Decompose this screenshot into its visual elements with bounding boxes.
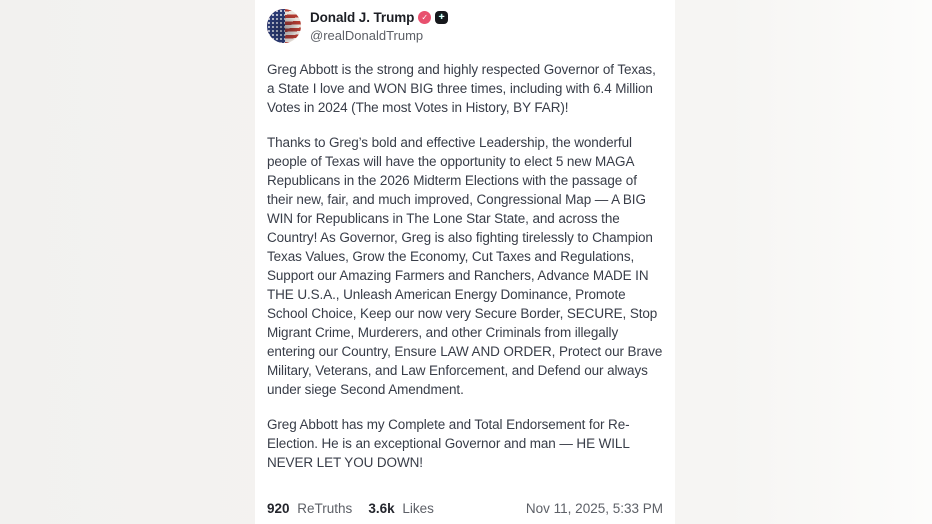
author-block — [310, 9, 448, 43]
truth-plus-badge-icon: + — [435, 11, 448, 24]
post-timestamp[interactable]: Nov 11, 2025, 5:33 PM — [525, 501, 663, 516]
likes-stat[interactable] — [368, 501, 434, 516]
post-footer — [267, 501, 663, 516]
post-paragraph-3: Greg Abbott has my Complete and Total Endorsement for Re-Election. He is an exceptional Governor and man — HE WILL NEVER LET YOU DOWN! — [267, 417, 630, 470]
likes-count: 3.6k — [368, 501, 395, 516]
post-paragraph-2: Thanks to Greg’s bold and effective Leadership, the wonderful people of Texas will have the opportunity to elect 5 new MAGA Republicans in the 2026 Midterm Elections with the passage of their new, fair, and much improved, Congressional Map — A BIG WIN for Republicans in The Lone Star State, and across the Country! As Governor, Greg is also fighting tirelessly to Champion Texas Values, Grow the Economy, Cut Taxes and Regulations, Support our Amazing Farmers and Ranchers, Advance MADE IN THE U.S.A., Unleash American Energy Dominance, Promote School Choice, Keep our now very Secure Border, SECURE, Stop Migrant Crime, Murderers, and other Criminals from illegally entering our Country, Ensure LAW AND ORDER, Protect our Brave Military, Veterans, and Law Enforcement, and Defend our always under siege Second Amendment. — [267, 135, 663, 397]
author-handle[interactable]: @realDonaldTrump — [310, 28, 424, 43]
avatar[interactable] — [267, 9, 301, 43]
author-name-row — [310, 10, 448, 25]
retruths-label: ReTruths — [297, 501, 353, 516]
retruths-stat[interactable] — [267, 501, 352, 516]
likes-label: Likes — [402, 501, 434, 516]
post-paragraph-1: Greg Abbott is the strong and highly respected Governor of Texas, a State I love and WON BIG three times, including with 6.4 Million Votes in 2024 (The most Votes in History, BY FAR)! — [267, 62, 656, 115]
author-display-name[interactable]: Donald J. Trump — [310, 10, 415, 25]
retruths-count: 920 — [267, 501, 290, 516]
verified-badge-icon: ✓ — [418, 11, 431, 24]
post-header — [267, 9, 663, 43]
post-card — [255, 0, 675, 524]
avatar-portrait-shade — [267, 9, 301, 43]
post-stats — [267, 501, 434, 516]
post-body — [267, 60, 663, 472]
